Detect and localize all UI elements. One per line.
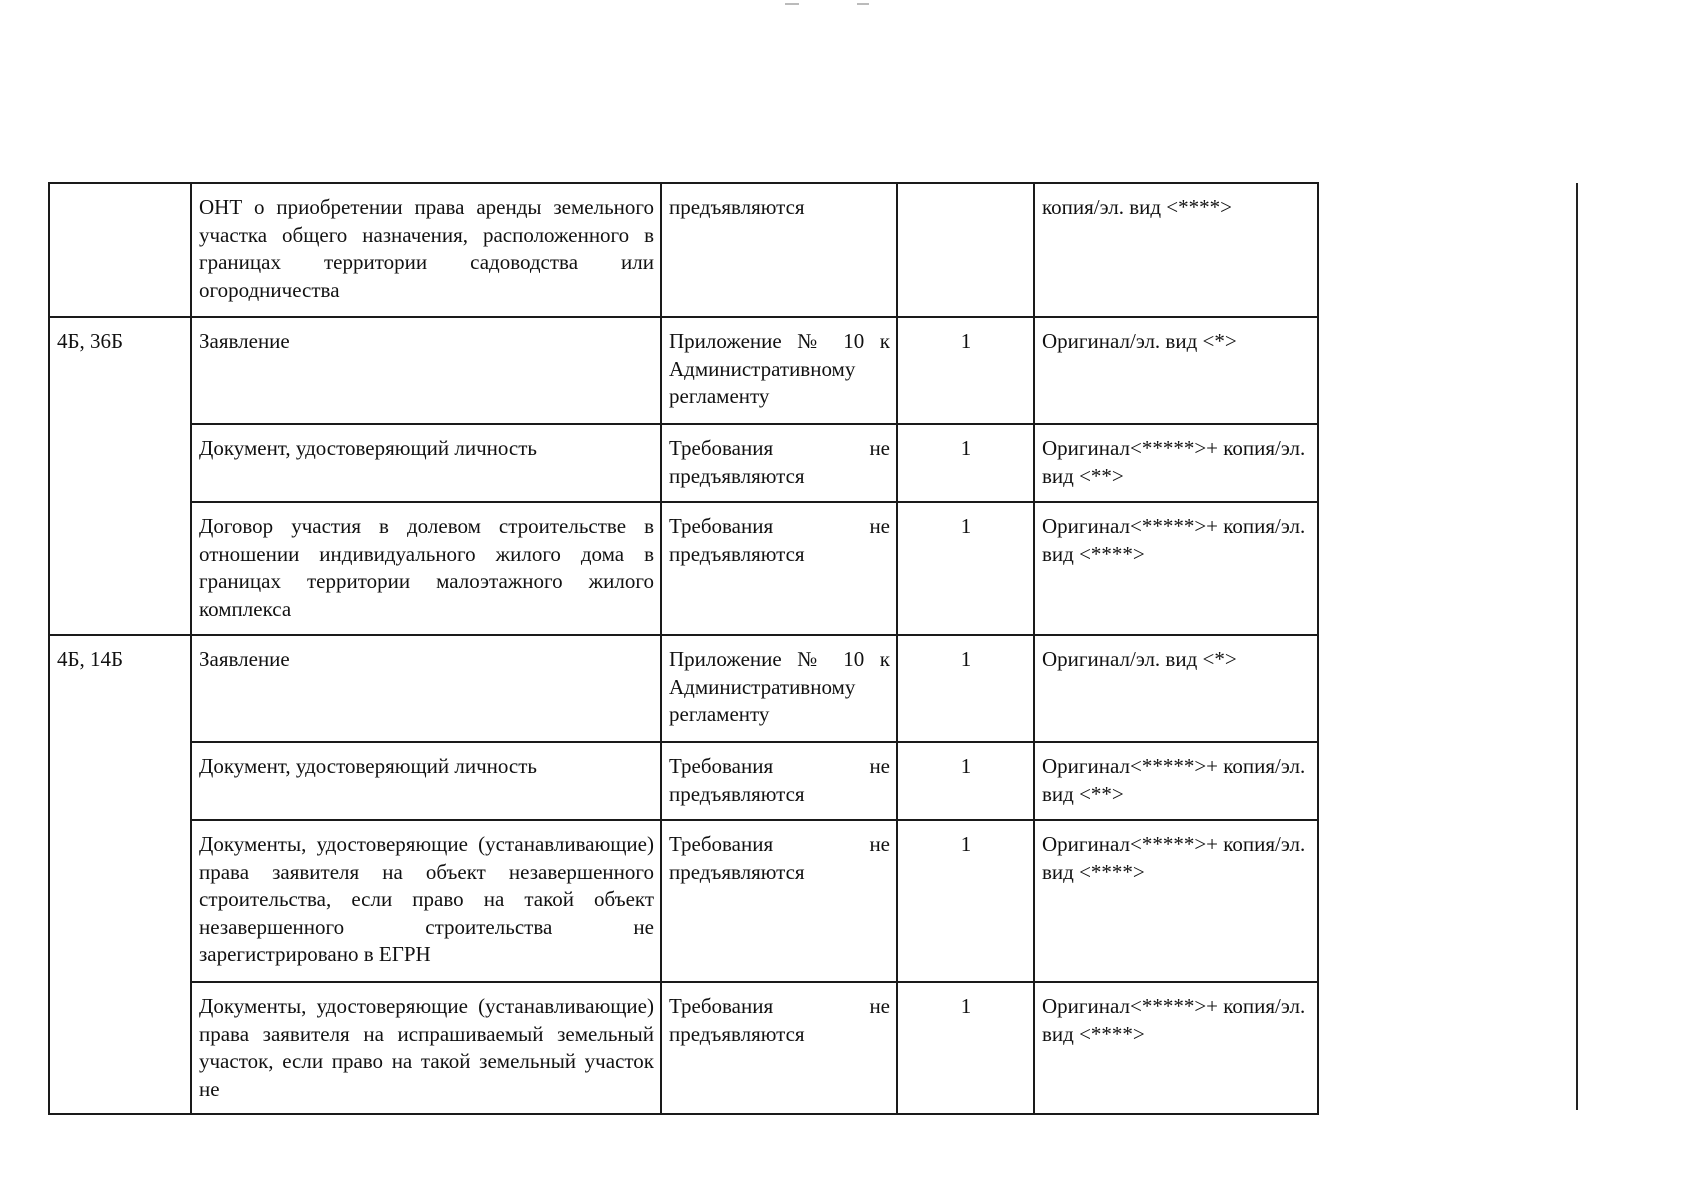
requirements (661, 424, 897, 502)
document-form: Оригинал/эл. вид <*> (1034, 635, 1318, 742)
copies-count: 1 (897, 742, 1034, 820)
scan-mark (785, 3, 799, 5)
copies-count: 1 (897, 982, 1034, 1114)
row-code (49, 183, 191, 317)
requirements (661, 742, 897, 820)
document-name: Заявление (191, 317, 661, 424)
requirements-not: не (869, 832, 890, 856)
document-name: Заявление (191, 635, 661, 742)
requirements-not: не (869, 754, 890, 778)
document-form: Оригинал<*****>+ копия/эл. вид <****> (1034, 502, 1318, 635)
document-form: Оригинал<*****>+ копия/эл. вид <****> (1034, 820, 1318, 982)
requirements-word: Требования (669, 994, 774, 1018)
document-name: Документы, удостоверяющие (устанавливающие) права заявителя на испрашиваемый земельный участок, если право на такой земельный участок не (191, 982, 661, 1114)
documents-table (48, 182, 1319, 1115)
document-form: Оригинал<*****>+ копия/эл. вид <****> (1034, 982, 1318, 1114)
row-code: 4Б, 36Б (49, 317, 191, 635)
requirements-tail: предъявляются (669, 541, 805, 566)
requirements-tail: предъявляются (669, 1021, 805, 1046)
copies-count: 1 (897, 424, 1034, 502)
requirements (661, 982, 897, 1114)
document-name: Документ, удостоверяющий личность (191, 742, 661, 820)
requirements-word: Требования (669, 832, 774, 856)
requirements-tail: предъявляются (669, 859, 805, 884)
table-row (49, 982, 1318, 1114)
requirements-word: Требования (669, 754, 774, 778)
table-row (49, 317, 1318, 424)
row-code: 4Б, 14Б (49, 635, 191, 1114)
document-form: Оригинал/эл. вид <*> (1034, 317, 1318, 424)
copies-count: 1 (897, 820, 1034, 982)
requirements-not: не (869, 994, 890, 1018)
copies-count: 1 (897, 635, 1034, 742)
copies-count: 1 (897, 502, 1034, 635)
requirements-word: Требования (669, 514, 774, 538)
requirements: Приложение № 10 к Административному регламенту (661, 317, 897, 424)
requirements-tail: предъявляются (669, 463, 805, 488)
page-edge-rule (1576, 183, 1578, 1110)
requirements-tail: предъявляются (669, 781, 805, 806)
document-name: ОНТ о приобретении права аренды земельного участка общего назначения, расположенного в границах территории садоводства или огородничества (191, 183, 661, 317)
table-row (49, 502, 1318, 635)
copies-count (897, 183, 1034, 317)
requirements (661, 820, 897, 982)
requirements-word: Требования (669, 436, 774, 460)
requirements: предъявляются (661, 183, 897, 317)
table-row (49, 742, 1318, 820)
table-row (49, 424, 1318, 502)
document-form: Оригинал<*****>+ копия/эл. вид <**> (1034, 424, 1318, 502)
scan-mark (857, 3, 869, 5)
requirements (661, 502, 897, 635)
document-name: Договор участия в долевом строительстве в отношении индивидуального жилого дома в границах территории малоэтажного жилого комплекса (191, 502, 661, 635)
requirements-not: не (869, 436, 890, 460)
requirements-not: не (869, 514, 890, 538)
table-row (49, 635, 1318, 742)
copies-count: 1 (897, 317, 1034, 424)
table-row (49, 820, 1318, 982)
document-name: Документы, удостоверяющие (устанавливающие) права заявителя на объект незавершенного строительства, если право на такой объект незавершенного строительства не зарегистрировано в ЕГРН (191, 820, 661, 982)
table-row (49, 183, 1318, 317)
document-form: Оригинал<*****>+ копия/эл. вид <**> (1034, 742, 1318, 820)
requirements: Приложение № 10 к Административному регламенту (661, 635, 897, 742)
document-form: копия/эл. вид <****> (1034, 183, 1318, 317)
document-name: Документ, удостоверяющий личность (191, 424, 661, 502)
